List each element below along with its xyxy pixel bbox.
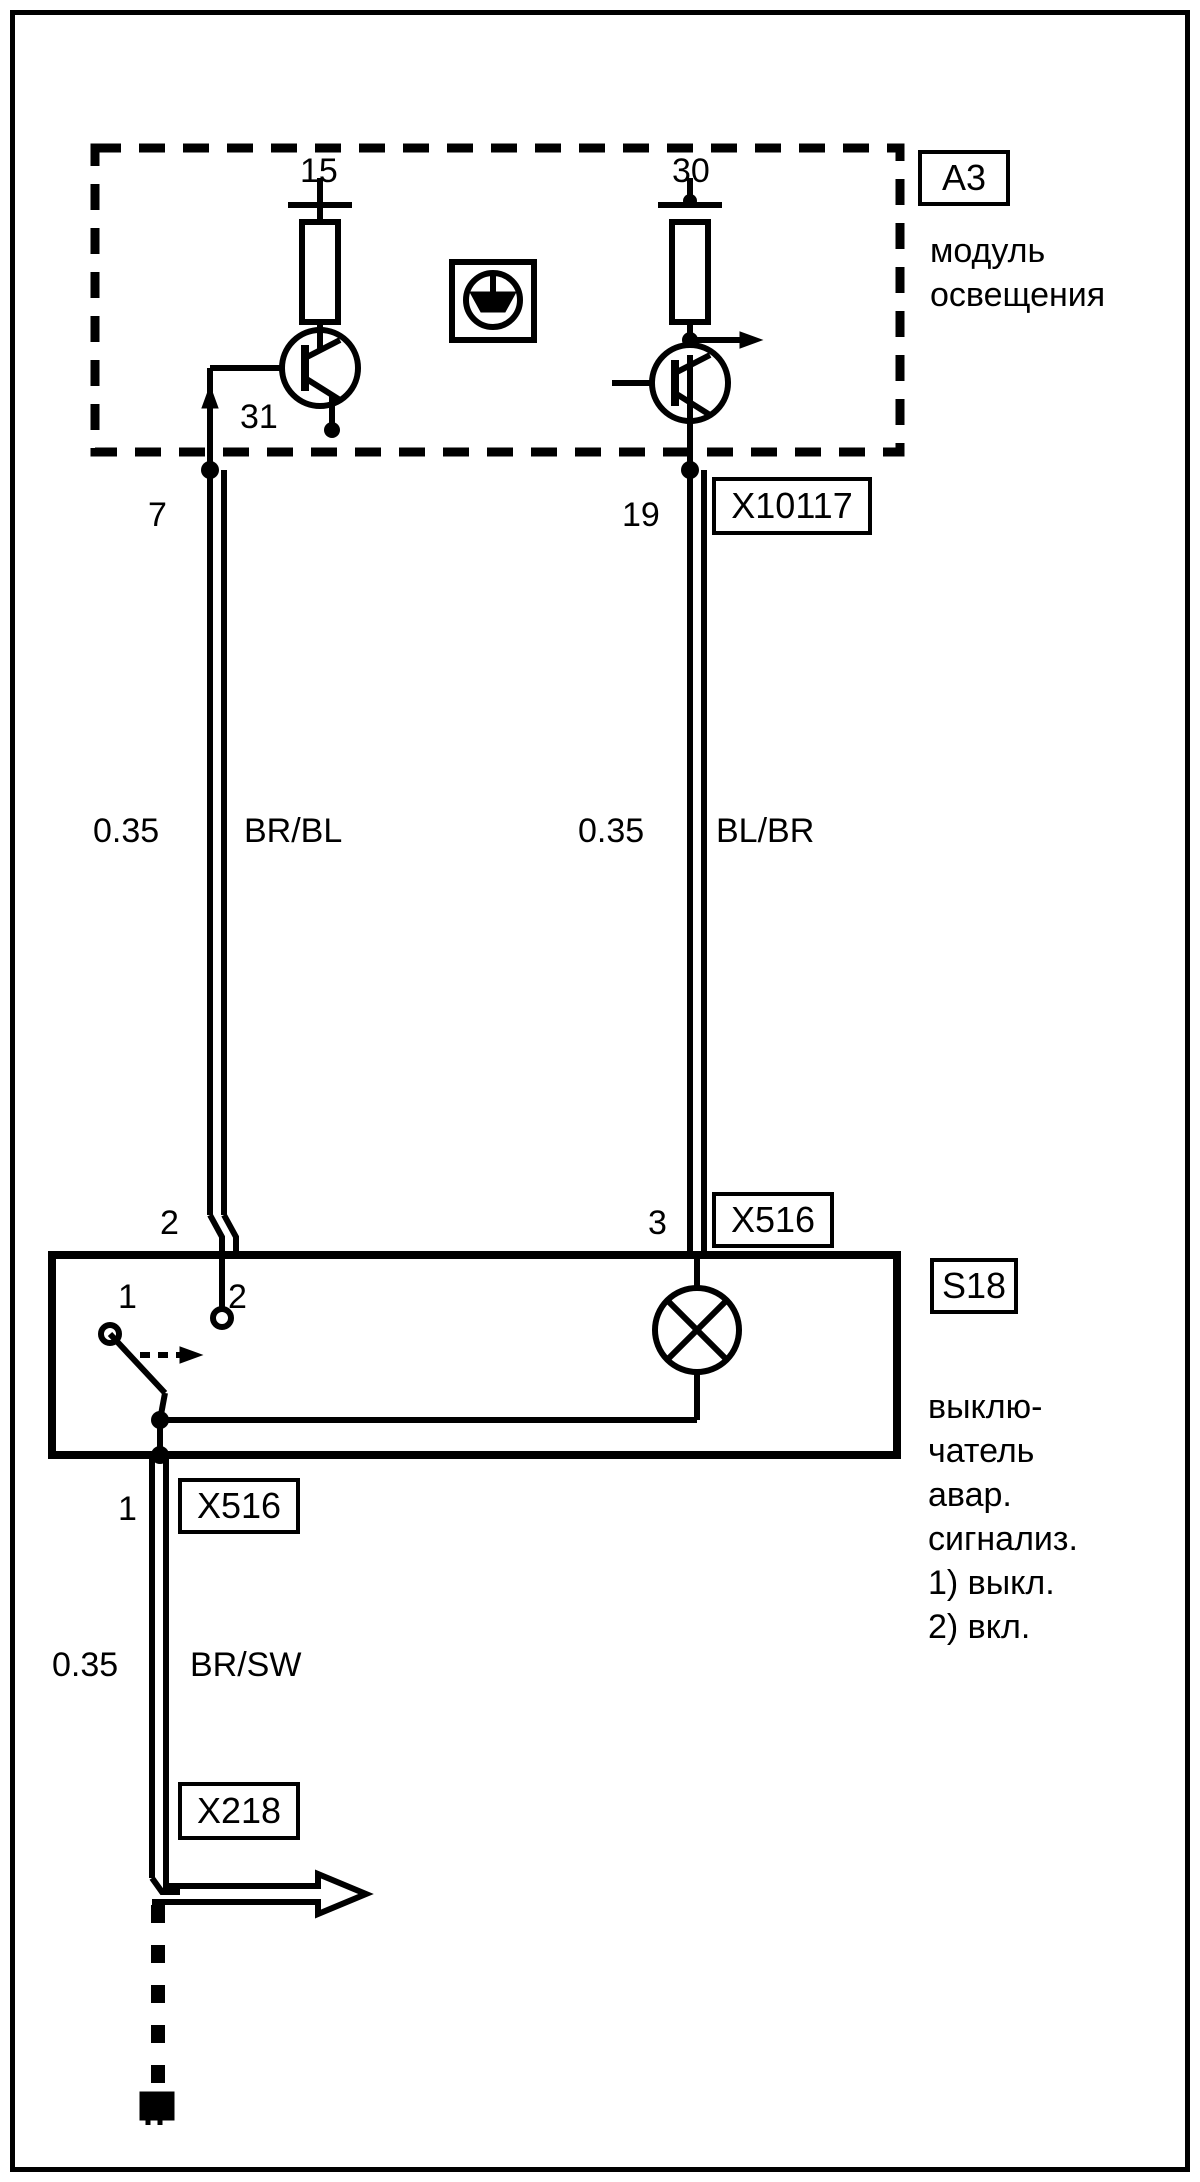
wire-bottom-color: BR/SW [190,1646,302,1684]
wire-right-gauge: 0.35 [578,812,645,850]
switch-s18-description-line4: сигнализ. [928,1520,1078,1558]
module-a3-description-line2: освещения [930,276,1106,314]
connector-x10117-pin-7: 7 [148,496,167,534]
connector-x516-top-pin-2: 2 [160,1204,179,1242]
connector-x218-tag: X218 [178,1782,300,1840]
wire-right-color: BL/BR [716,812,815,850]
module-a3-description-line1: модуль [930,232,1046,270]
switch-s18-description-line2: чатель [928,1432,1035,1470]
switch-s18-internals [101,1255,739,1464]
connector-x516-top-pin-3: 3 [648,1204,667,1242]
wire-bottom-gauge: 0.35 [52,1646,119,1684]
connector-x516-bottom-pin-1: 1 [118,1490,137,1528]
wire-left-color: BR/BL [244,812,343,850]
switch-s18-description-line3: авар. [928,1476,1012,1514]
switch-contact-1-label: 1 [118,1278,137,1316]
connector-x10117-pin-19: 19 [622,496,660,534]
wire-left-br-bl [201,455,236,1255]
wire-right-bl-br [681,461,704,1255]
switch-s18-description-line1: выклю- [928,1388,1043,1426]
pin-15-label: 15 [300,152,338,190]
connector-x10117-tag: X10117 [712,477,872,535]
switch-s18-note-1: 1) выкл. [928,1564,1055,1602]
switch-s18-note-2: 2) вкл. [928,1608,1031,1646]
module-a3-internals [202,178,762,470]
wire-left-gauge: 0.35 [93,812,160,850]
switch-contact-2-label: 2 [228,1278,247,1316]
connector-x516-top-tag: X516 [712,1192,834,1248]
pin-31-label: 31 [240,398,278,436]
pin-30-label: 30 [672,152,710,190]
connector-x516-bottom-tag: X516 [178,1478,300,1534]
switch-s18-tag: S18 [930,1258,1018,1314]
module-a3-tag: A3 [918,150,1010,206]
